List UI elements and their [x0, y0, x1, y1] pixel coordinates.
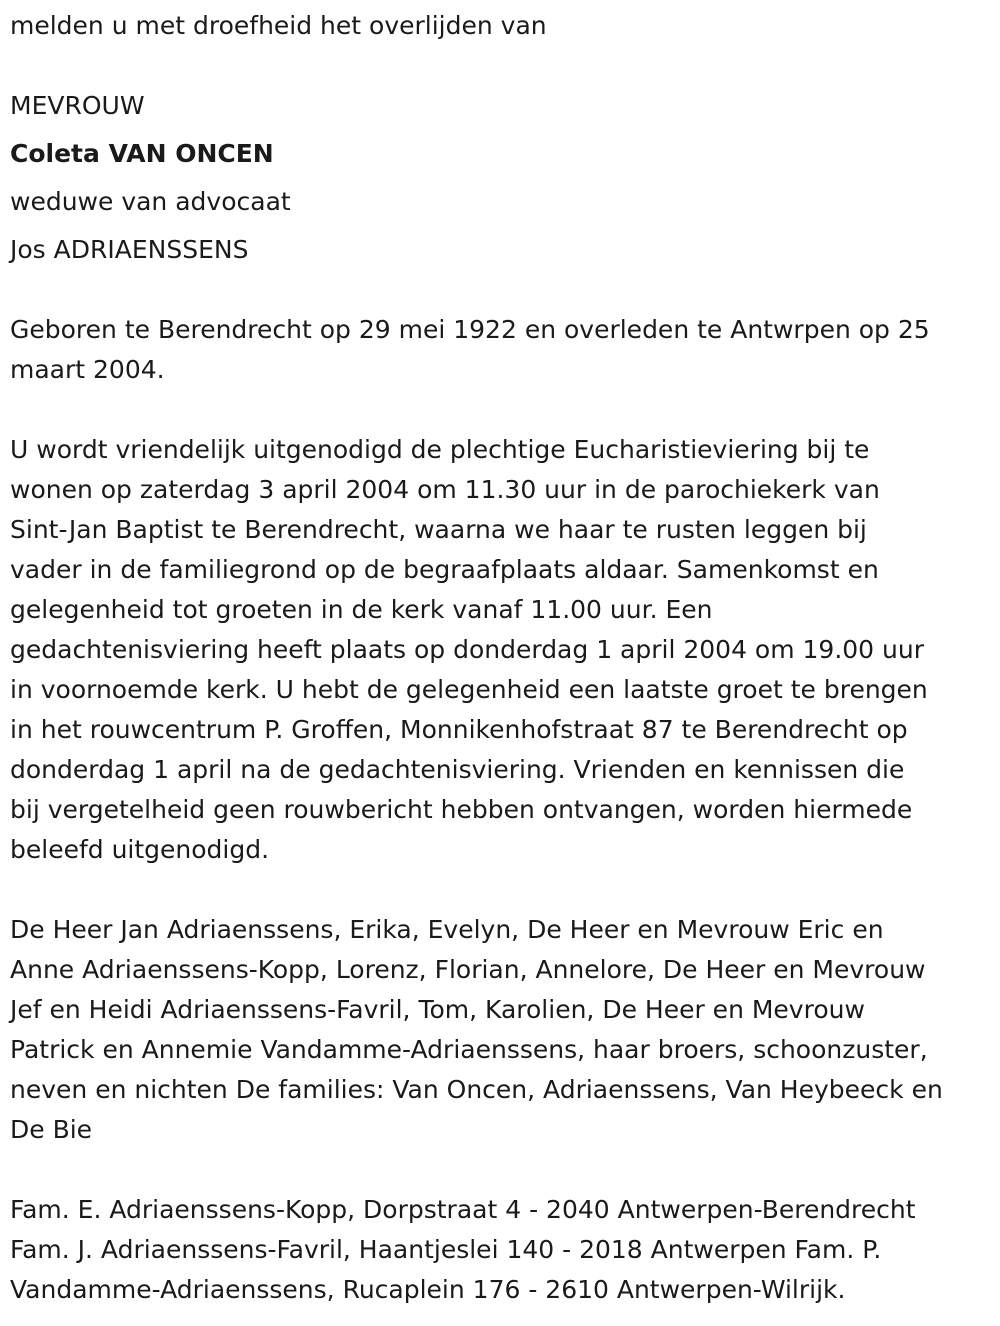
address-paragraph [10, 1190, 916, 1310]
widow-of-label: weduwe van advocaat [10, 187, 291, 216]
paragraph-line: bij vergetelheid geen rouwbericht hebben ontvangen, worden hiermede [10, 795, 913, 824]
paragraph-line: Vandamme-Adriaenssens, Rucaplein 176 - 2610 Antwerpen-Wilrijk. [10, 1275, 846, 1304]
honorific: MEVROUW [10, 91, 145, 120]
paragraph-line: donderdag 1 april na de gedachtenisviering. Vrienden en kennissen die [10, 755, 905, 784]
paragraph-line: Geboren te Berendrecht op 29 mei 1922 en overleden te Antwrpen op 25 [10, 315, 930, 344]
paragraph-line: De Heer Jan Adriaenssens, Erika, Evelyn, De Heer en Mevrouw Eric en [10, 915, 884, 944]
paragraph-line: maart 2004. [10, 355, 165, 384]
spouse-name: Jos ADRIAENSSENS [10, 235, 249, 264]
deceased-name: Coleta VAN ONCEN [10, 139, 274, 168]
paragraph-line: in voornoemde kerk. U hebt de gelegenheid een laatste groet te brengen [10, 675, 928, 704]
paragraph-line: Jef en Heidi Adriaenssens-Favril, Tom, Karolien, De Heer en Mevrouw [10, 995, 865, 1024]
paragraph-line: neven en nichten De families: Van Oncen, Adriaenssens, Van Heybeeck en [10, 1075, 943, 1104]
paragraph-line: Fam. E. Adriaenssens-Kopp, Dorpstraat 4 - 2040 Antwerpen-Berendrecht [10, 1195, 916, 1224]
paragraph-line: Patrick en Annemie Vandamme-Adriaenssens, haar broers, schoonzuster, [10, 1035, 928, 1064]
paragraph-line: wonen op zaterdag 3 april 2004 om 11.30 uur in de parochiekerk van [10, 475, 880, 504]
paragraph-line: vader in de familiegrond op de begraafplaats aldaar. Samenkomst en [10, 555, 879, 584]
paragraph-line: Sint-Jan Baptist te Berendrecht, waarna we haar te rusten leggen bij [10, 515, 867, 544]
paragraph-line: gelegenheid tot groeten in de kerk vanaf 11.00 uur. Een [10, 595, 713, 624]
family-paragraph [10, 910, 943, 1150]
paragraph-line: in het rouwcentrum P. Groffen, Monnikenhofstraat 87 te Berendrecht op [10, 715, 908, 744]
invitation-paragraph [10, 430, 928, 870]
paragraph-line: beleefd uitgenodigd. [10, 835, 270, 864]
paragraph-line: De Bie [10, 1115, 93, 1144]
paragraph-line: U wordt vriendelijk uitgenodigd de plechtige Eucharistieviering bij te [10, 435, 870, 464]
paragraph-line: Anne Adriaenssens-Kopp, Lorenz, Florian, Annelore, De Heer en Mevrouw [10, 955, 926, 984]
lead-sentence: melden u met droefheid het overlijden van [10, 11, 547, 40]
birth-death-paragraph [10, 310, 930, 390]
paragraph-line: Fam. J. Adriaenssens-Favril, Haantjeslei 140 - 2018 Antwerpen Fam. P. [10, 1235, 882, 1264]
paragraph-line: gedachtenisviering heeft plaats op donderdag 1 april 2004 om 19.00 uur [10, 635, 925, 664]
